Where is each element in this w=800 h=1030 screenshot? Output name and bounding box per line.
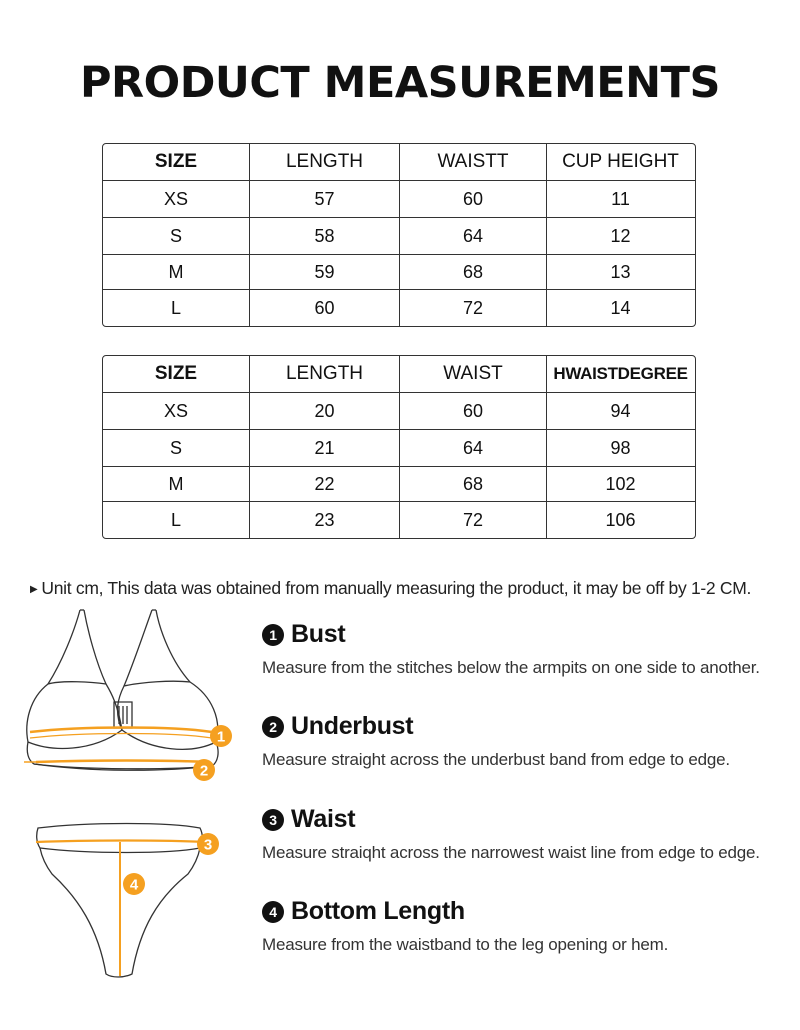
number-2-icon: 2 (262, 716, 284, 738)
table-cell: 57 (249, 181, 399, 217)
table-cell: L (170, 509, 181, 530)
marker-2-icon (193, 759, 215, 781)
table-row (103, 466, 695, 501)
table-cell: 23 (249, 502, 399, 538)
measurement-title: Underbust (291, 712, 414, 740)
number-1-icon: 1 (262, 624, 284, 646)
table-cell: L (170, 297, 181, 318)
header-cell: SIZE (154, 151, 198, 172)
table-row (103, 217, 695, 254)
number-4-icon: 4 (262, 901, 284, 923)
table-cell: 68 (399, 255, 546, 289)
underbust-measure-line (36, 761, 210, 763)
header-cell: HWAISTDEGREE (546, 356, 694, 392)
table-cell: M (168, 261, 184, 282)
measurement-desc: Measure from the stitches below the armpits on one side to another. (262, 658, 760, 677)
header-cell: LENGTH (249, 144, 399, 180)
table-cell: 64 (399, 430, 546, 466)
table-cell: S (169, 225, 182, 246)
header-cell: SIZE (154, 363, 198, 384)
bottom-size-table (102, 355, 696, 539)
table-row (103, 180, 695, 217)
table-cell: 98 (546, 430, 694, 466)
table-cell: 72 (399, 290, 546, 326)
table-row (103, 392, 695, 429)
table-cell: 60 (249, 290, 399, 326)
table-header-row (103, 144, 695, 180)
table-cell: 68 (399, 467, 546, 501)
header-cell: LENGTH (249, 356, 399, 392)
table-cell: XS (163, 188, 188, 209)
table-row (103, 254, 695, 289)
table-cell: 106 (546, 502, 694, 538)
header-cell: CUP HEIGHT (546, 144, 694, 180)
table-cell: 11 (546, 181, 694, 217)
measurement-title: Waist (291, 805, 356, 833)
bra-diagram (22, 602, 244, 788)
table-header-row (103, 356, 695, 392)
marker-1-icon (210, 725, 232, 747)
table-cell: S (169, 437, 182, 458)
measurement-desc: Measure from the waistband to the leg opening or hem. (262, 935, 669, 954)
table-cell: 21 (249, 430, 399, 466)
table-row (103, 501, 695, 538)
measurement-title: Bottom Length (291, 897, 465, 925)
header-cell: WAIST (399, 356, 546, 392)
marker-4-icon (123, 873, 145, 895)
measurement-desc: Measure straiqht across the narrowest waist line from edge to edge. (262, 843, 760, 862)
header-cell: WAISTT (399, 144, 546, 180)
table-row (103, 289, 695, 326)
measurement-bottom-length (262, 897, 668, 955)
number-3-icon: 3 (262, 809, 284, 831)
table-cell: XS (163, 400, 188, 421)
bottom-diagram (28, 818, 228, 984)
table-cell: 94 (546, 393, 694, 429)
table-cell: 20 (249, 393, 399, 429)
table-cell: 60 (399, 393, 546, 429)
marker-3-icon (197, 833, 219, 855)
measurement-title: Bust (291, 620, 346, 648)
table-cell: 72 (399, 502, 546, 538)
svg-text:3: 3 (203, 836, 213, 854)
unit-note (30, 578, 751, 599)
svg-text:4: 4 (129, 876, 139, 894)
measurement-bust (262, 620, 760, 678)
measurement-waist (262, 805, 760, 863)
page-title: PRODUCT MEASUREMENTS (80, 58, 720, 108)
table-cell: 13 (546, 255, 694, 289)
table-cell: 58 (249, 218, 399, 254)
svg-text:2: 2 (199, 762, 209, 780)
table-cell: 64 (399, 218, 546, 254)
svg-text:1: 1 (216, 728, 226, 746)
table-cell: 102 (546, 467, 694, 501)
measurement-desc: Measure straight across the underbust band from edge to edge. (262, 750, 730, 769)
unit-note-text: Unit cm, This data was obtained from manually measuring the product, it may be off by 1-2 CM. (41, 578, 752, 598)
measurement-underbust (262, 712, 730, 770)
triangle-bullet-icon: ▶ (30, 584, 38, 595)
table-cell: 22 (249, 467, 399, 501)
table-cell: 14 (546, 290, 694, 326)
table-cell: 12 (546, 218, 694, 254)
table-cell: 59 (249, 255, 399, 289)
top-size-table (102, 143, 696, 327)
waist-measure-line (36, 841, 204, 843)
table-cell: M (168, 473, 184, 494)
table-row (103, 429, 695, 466)
table-cell: 60 (399, 181, 546, 217)
